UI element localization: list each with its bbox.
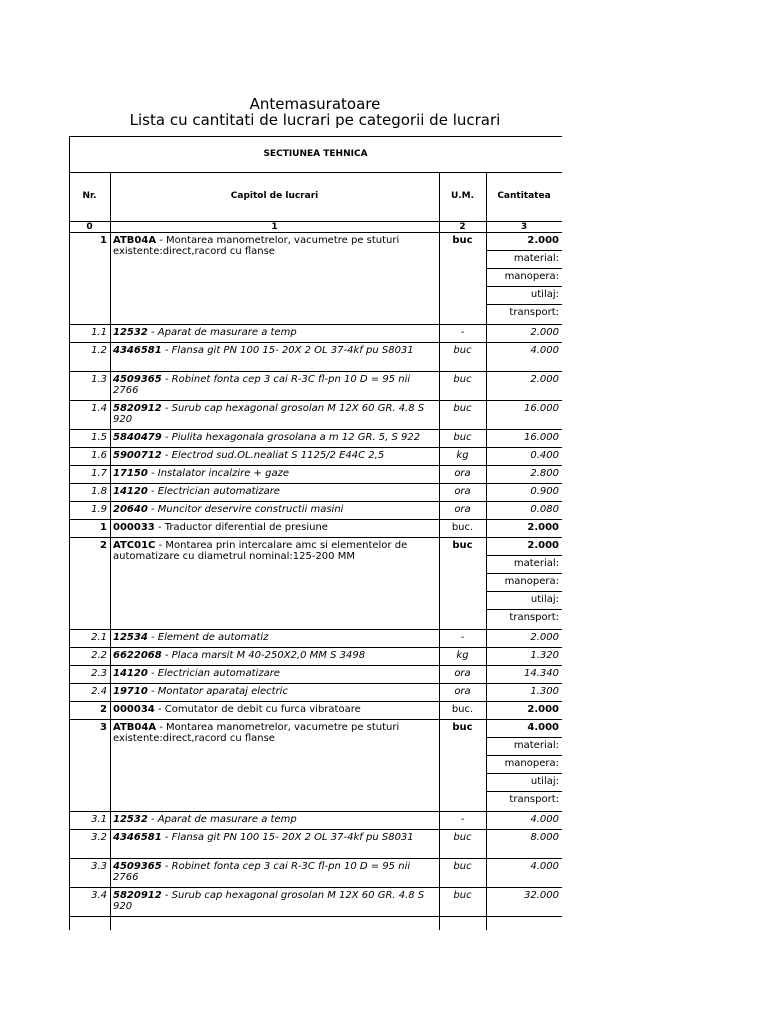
row-divider [486,773,562,774]
row-divider [486,737,562,738]
row-description [113,632,268,643]
item-text: - Traductor diferential de presiune [154,522,328,533]
row-number: 1.5 [91,432,107,443]
row-description [113,890,424,901]
quantity: 4.000 [530,345,559,356]
row-divider [486,791,562,792]
row-description [113,832,414,843]
row-divider [486,555,562,556]
row-description [113,468,289,479]
column-header-nr: Nr. [82,191,97,201]
item-text: - Montator aparataj electric [147,686,288,697]
row-divider [69,829,562,830]
unit-of-measure: ora [454,468,471,479]
row-number: 3 [100,722,107,733]
item-code: 4346581 [113,345,162,356]
item-code: 19710 [113,686,148,697]
row-number: 1.4 [91,403,107,414]
row-description [113,722,399,733]
item-code: 4509365 [113,374,162,385]
row-divider [69,172,562,173]
row-description [113,235,399,246]
row-description [113,450,384,461]
row-number: 1 [100,522,107,533]
row-divider [69,447,562,448]
unit-of-measure: - [460,327,465,338]
item-code: 14120 [113,668,148,679]
quantity: 2.000 [530,632,559,643]
row-divider [69,858,562,859]
row-divider [69,916,562,917]
row-description [113,432,420,443]
item-text: - Aparat de masurare a temp [147,327,297,338]
row-divider [486,609,562,610]
quantity: 4.000 [530,814,559,825]
item-text-continued: 920 [113,414,133,425]
row-number: 1.7 [91,468,107,479]
row-number: 1.9 [91,504,107,515]
row-number: 2.2 [91,650,107,661]
unit-of-measure: buc [453,832,472,843]
unit-of-measure: - [460,632,465,643]
section-header: SECTIUNEA TEHNICA [263,149,368,159]
row-divider [69,683,562,684]
resource-label: utilaj: [530,289,559,300]
row-description [113,522,328,533]
unit-of-measure: buc [453,403,472,414]
item-text: - Electrod sud.OL.nealiat S 1125/2 E44C 2,5 [161,450,385,461]
item-text: - Comutator de debit cu furca vibratoare [154,704,361,715]
item-code: 4509365 [113,861,162,872]
item-code: 5840479 [113,432,162,443]
row-number: 3.1 [91,814,107,825]
item-text-continued: 920 [113,901,133,912]
row-description [113,704,361,715]
item-text-continued: existente:direct,racord cu flanse [113,246,275,257]
row-divider [486,286,562,287]
item-text: - Robinet fonta cep 3 cai R-3C fl-pn 10 D = 95 nii [161,861,411,872]
resource-label: material: [513,740,559,751]
row-number: 1.2 [91,345,107,356]
unit-of-measure: buc [453,345,472,356]
resource-label: manopera: [504,576,559,587]
unit-of-measure: buc. [451,522,474,533]
row-number: 2.3 [91,668,107,679]
row-divider [69,811,562,812]
quantity: 0.900 [530,486,559,497]
unit-of-measure: - [460,814,465,825]
item-code: 12532 [113,814,148,825]
row-description [113,327,297,338]
quantity: 2.000 [527,235,559,246]
row-description [113,374,410,385]
resource-label: material: [513,558,559,569]
row-divider [69,719,562,720]
unit-of-measure: buc [453,861,472,872]
resource-label: manopera: [504,271,559,282]
row-number: 1.1 [91,327,107,338]
row-divider [69,501,562,502]
quantity: 2.000 [527,540,559,551]
item-text: - Montarea manometrelor, vacumetre pe stuturi [156,235,400,246]
item-code: 000033 [113,522,155,533]
unit-of-measure: kg [456,450,469,461]
item-text: - Element de automatiz [147,632,269,643]
quantity: 16.000 [524,403,559,414]
item-text: - Placa marsit M 40-250X2,0 MM S 3498 [161,650,366,661]
row-description [113,668,280,679]
unit-of-measure: ora [454,504,471,515]
row-divider [69,465,562,466]
row-divider [69,701,562,702]
item-text: - Electrician automatizare [147,668,280,679]
resource-label: material: [513,253,559,264]
item-text: - Montarea prin intercalare amc si elementelor de [155,540,408,551]
item-text: - Electrician automatizare [147,486,280,497]
column-divider [110,172,111,930]
row-divider [486,250,562,251]
item-text: - Flansa git PN 100 15- 20X 2 OL 37-4kf pu S8031 [161,832,414,843]
item-code: 000034 [113,704,155,715]
item-text: - Surub cap hexagonal grosolan M 12X 60 GR. 4.8 S [161,890,425,901]
item-code: 4346581 [113,832,162,843]
row-divider [69,665,562,666]
unit-of-measure: kg [456,650,469,661]
unit-of-measure: ora [454,486,471,497]
item-code: ATC01C [113,540,156,551]
row-divider [69,400,562,401]
item-text: - Aparat de masurare a temp [147,814,297,825]
unit-of-measure: buc [453,374,472,385]
unit-of-measure: ora [454,668,471,679]
quantity: 4.000 [527,722,559,733]
unit-of-measure: buc [452,540,473,551]
item-code: 14120 [113,486,148,497]
row-number: 2.4 [91,686,107,697]
quantity: 4.000 [530,861,559,872]
resource-label: utilaj: [530,594,559,605]
quantity: 14.340 [524,668,559,679]
quantity: 2.000 [530,374,559,385]
row-description [113,650,365,661]
column-number: 0 [86,222,93,232]
item-text: - Surub cap hexagonal grosolan M 12X 60 GR. 4.8 S [161,403,425,414]
item-text-continued: automatizare cu diametrul nominal:125-200 MM [113,551,355,562]
unit-of-measure: buc [452,722,473,733]
resource-label: manopera: [504,758,559,769]
column-number: 1 [271,222,278,232]
row-divider [69,629,562,630]
item-code: 5900712 [113,450,162,461]
item-text-continued: existente:direct,racord cu flanse [113,733,275,744]
item-code: 6622068 [113,650,162,661]
column-header-chapter: Capitol de lucrari [230,191,319,201]
row-divider [69,429,562,430]
resource-label: transport: [509,612,559,623]
row-divider [69,136,562,137]
row-number: 3.2 [91,832,107,843]
unit-of-measure: buc [453,890,472,901]
row-number: 1.3 [91,374,107,385]
item-text: - Instalator incalzire + gaze [147,468,289,479]
quantity: 2.000 [527,704,559,715]
item-code: 12534 [113,632,148,643]
item-code: 5820912 [113,403,162,414]
quantity: 2.000 [530,327,559,338]
item-code: ATB04A [113,722,157,733]
row-divider [69,342,562,343]
item-text: - Piulita hexagonala grosolana a m 12 GR. 5, S 922 [161,432,421,443]
row-number: 3.3 [91,861,107,872]
row-number: 1 [100,235,107,246]
row-divider [486,755,562,756]
item-text-continued: 2766 [113,385,139,396]
quantity: 8.000 [530,832,559,843]
row-number: 3.4 [91,890,107,901]
quantity: 32.000 [524,890,559,901]
row-number: 2 [100,704,107,715]
row-divider [69,232,562,233]
unit-of-measure: buc. [451,704,474,715]
row-divider [69,887,562,888]
quantity: 0.080 [530,504,559,515]
row-description [113,540,407,551]
item-code: 20640 [113,504,148,515]
unit-of-measure: buc [452,235,473,246]
quantity: 1.320 [530,650,559,661]
row-divider [69,324,562,325]
column-header-qty: Cantitatea [497,191,551,201]
row-divider [69,371,562,372]
column-number: 2 [459,222,466,232]
item-text: - Robinet fonta cep 3 cai R-3C fl-pn 10 D = 95 nii [161,374,411,385]
row-divider [69,483,562,484]
row-description [113,861,410,872]
document-title: Antemasuratoare [249,95,381,113]
row-number: 2.1 [91,632,107,643]
item-text: - Flansa git PN 100 15- 20X 2 OL 37-4kf pu S8031 [161,345,414,356]
column-header-um: U.M. [450,191,475,201]
item-text: - Muncitor deservire constructii masini [147,504,344,515]
resource-label: transport: [509,794,559,805]
row-divider [69,519,562,520]
quantity: 2.800 [530,468,559,479]
row-number: 1.8 [91,486,107,497]
item-code: ATB04A [113,235,157,246]
row-description [113,345,414,356]
row-description [113,486,280,497]
item-code: 5820912 [113,890,162,901]
item-code: 12532 [113,327,148,338]
row-description [113,814,297,825]
row-number: 1.6 [91,450,107,461]
item-text: - Montarea manometrelor, vacumetre pe stuturi [156,722,400,733]
row-description [113,686,288,697]
resource-label: utilaj: [530,776,559,787]
unit-of-measure: buc [453,432,472,443]
row-divider [69,647,562,648]
unit-of-measure: ora [454,686,471,697]
column-number: 3 [520,222,528,232]
row-description [113,504,343,515]
quantity: 1.300 [530,686,559,697]
document-subtitle: Lista cu cantitati de lucrari pe categorii de lucrari [129,111,501,129]
row-number: 2 [100,540,107,551]
row-description [113,403,424,414]
row-divider [69,537,562,538]
row-divider [486,304,562,305]
item-code: 17150 [113,468,148,479]
row-divider [486,573,562,574]
row-divider [486,268,562,269]
quantity: 0.400 [530,450,559,461]
item-text-continued: 2766 [113,872,139,883]
row-divider [486,591,562,592]
resource-label: transport: [509,307,559,318]
quantity: 2.000 [527,522,559,533]
quantity: 16.000 [524,432,559,443]
